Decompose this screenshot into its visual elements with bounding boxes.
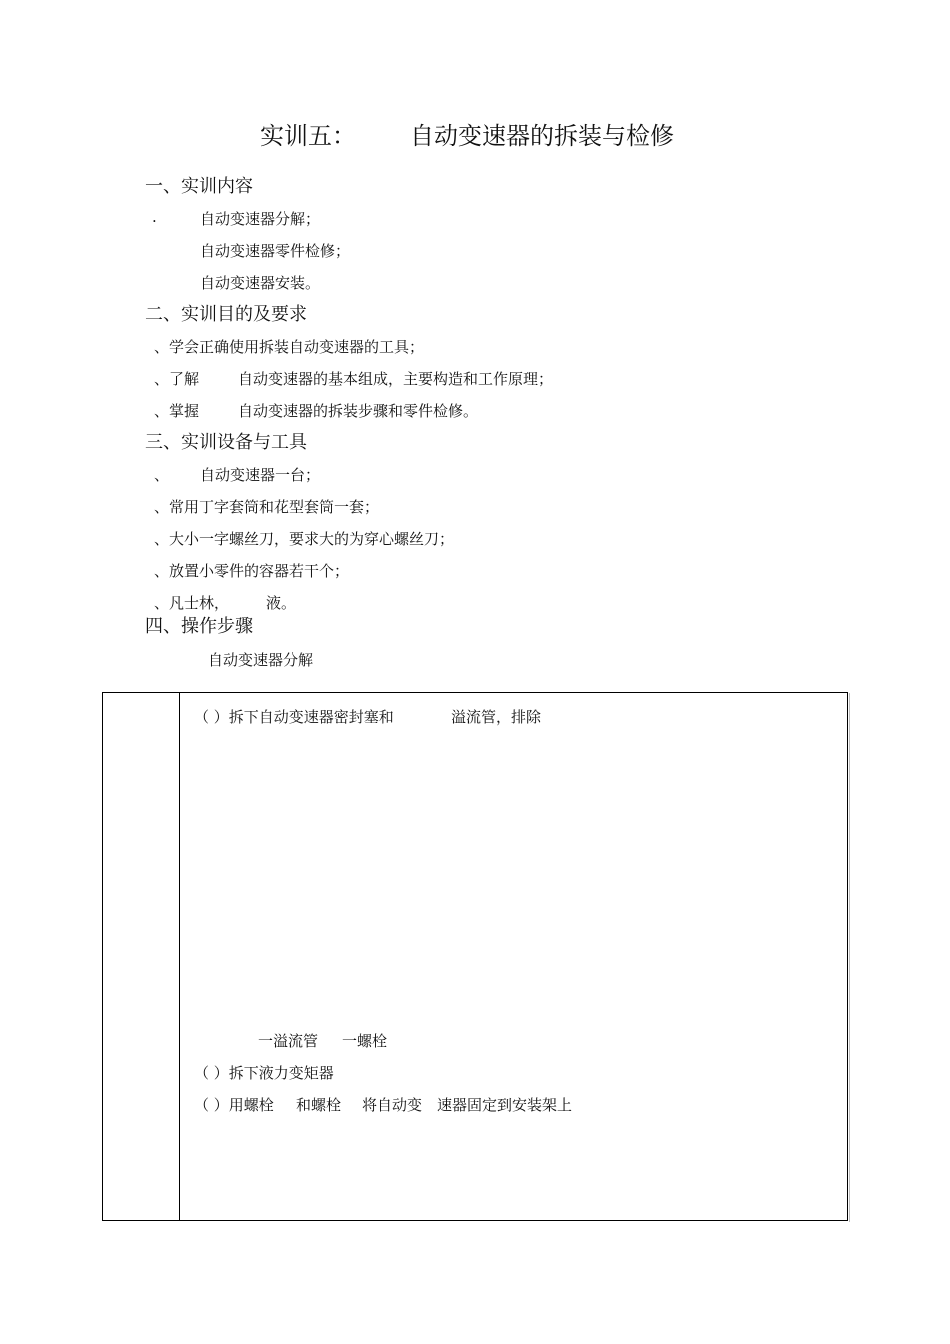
list-item: 、学会正确使用拆装自动变速器的工具；	[154, 338, 425, 356]
list-item: 、放置小零件的容器若干个；	[154, 562, 350, 580]
figure-legend: 一溢流管	[258, 1032, 319, 1050]
step-text: 和螺栓	[296, 1096, 342, 1114]
procedure-table	[102, 692, 848, 1221]
step-text: （ ）用螺栓	[194, 1096, 274, 1114]
list-item: 、大小一字螺丝刀，要求大的为穿心螺丝刀；	[154, 530, 455, 548]
section-heading-content: 一、实训内容	[145, 176, 253, 197]
section-subheading: 自动变速器分解	[208, 651, 314, 669]
table-column-divider	[179, 693, 180, 1220]
list-item-lead: 、掌握	[154, 402, 200, 420]
list-item: 自动变速器的基本组成，主要构造和工作原理；	[238, 370, 554, 388]
list-item: 自动变速器安装。	[200, 274, 321, 292]
list-item: 自动变速器一台；	[200, 466, 321, 484]
list-item: 、常用丁字套筒和花型套筒一套；	[154, 498, 380, 516]
page-title-prefix: 实训五：	[260, 122, 356, 150]
section-heading-objectives: 二、实训目的及要求	[145, 304, 307, 325]
list-item-lead: 、了解	[154, 370, 200, 388]
figure-legend: 一螺栓	[342, 1032, 388, 1050]
step-text: 速器固定到安装架上	[437, 1096, 573, 1114]
page-title: 自动变速器的拆装与检修	[410, 122, 674, 150]
step-text: 将自动变	[362, 1096, 423, 1114]
list-item: 自动变速器零件检修；	[200, 242, 351, 260]
step-text: （ ）拆下自动变速器密封塞和	[194, 708, 394, 726]
list-marker: .	[152, 208, 157, 226]
step-text: 溢流管，排除	[451, 708, 542, 726]
table-edge-shadow	[849, 693, 850, 1222]
list-item: 自动变速器的拆装步骤和零件检修。	[238, 402, 479, 420]
list-item: 自动变速器分解；	[200, 210, 321, 228]
list-item-lead: 、	[154, 466, 170, 484]
section-heading-equipment: 三、实训设备与工具	[145, 432, 307, 453]
section-heading-steps: 四、操作步骤	[145, 616, 253, 637]
step-text: （ ）拆下液力变矩器	[194, 1064, 334, 1082]
list-item: 液。	[266, 594, 297, 612]
list-item-lead: 、凡士林，	[154, 594, 230, 612]
